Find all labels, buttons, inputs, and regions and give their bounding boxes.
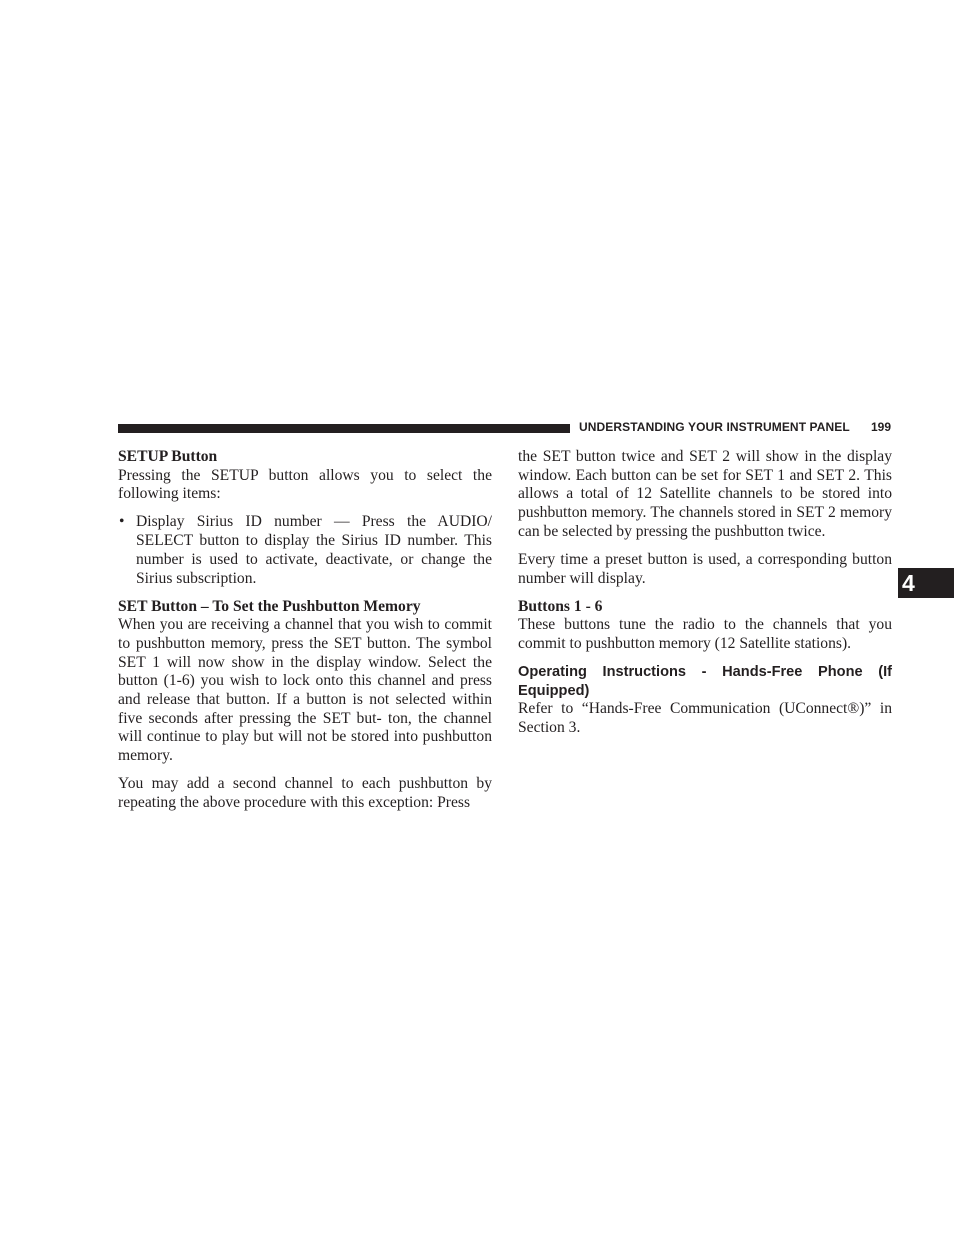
continuation-paragraph: the SET button twice and SET 2 will show in the display window. Each button can be set for SET 1 and SET 2. This allows a total of 12 Satellite channels to be stored into pushbutton memory. The channels stored in SET 2 memory can be selected by pressing the pushbutton twice. — [518, 448, 892, 540]
left-column — [118, 448, 492, 822]
bullet-item — [118, 513, 492, 588]
second-channel-paragraph: You may add a second channel to each pushbutton by repeating the above procedure with this exception: Press — [118, 775, 492, 811]
chapter-tab-number: 4 — [902, 570, 915, 596]
right-column — [518, 448, 892, 747]
set-button-paragraph: When you are receiving a channel that you wish to commit to pushbutton memory, press the SET button. The symbol SET 1 will now show in the display window. Select the button (1-6) you wish to lock onto this channel and press and release that button. If a button is not selected within five seconds after pressing the SET but- ton, the channel will continue to play but will not be stored into pushbutton memory. — [118, 616, 492, 765]
buttons-paragraph: These buttons tune the radio to the channels that you commit to pushbutton memory (12 Satellite stations). — [518, 616, 892, 652]
setup-button-heading: SETUP Button — [118, 448, 218, 465]
chapter-tab — [898, 568, 954, 598]
buttons-heading: Buttons 1 - 6 — [518, 597, 603, 615]
page-number: 199 — [871, 420, 892, 434]
bullet-mark: • — [119, 513, 125, 531]
preset-paragraph: Every time a preset button is used, a corresponding button number will display. — [518, 550, 892, 587]
header-rule — [118, 424, 570, 433]
operating-instructions-heading: Operating Instructions - Hands-Free Phone (If Equipped) — [518, 663, 892, 699]
operating-instructions-paragraph: Refer to “Hands-Free Communication (UConnect®)” in Section 3. — [518, 700, 892, 737]
setup-intro-paragraph: Pressing the SETUP button allows you to select the following items: — [118, 466, 492, 503]
running-header-title: UNDERSTANDING YOUR INSTRUMENT PANEL — [579, 420, 850, 434]
bullet-text: Display Sirius ID number — Press the AUDIO/ SELECT button to display the Sirius ID number. This number is used to activate, deactivate, or change the Sirius subscription. — [136, 513, 492, 587]
set-button-heading: SET Button – To Set the Pushbutton Memory — [118, 597, 421, 615]
